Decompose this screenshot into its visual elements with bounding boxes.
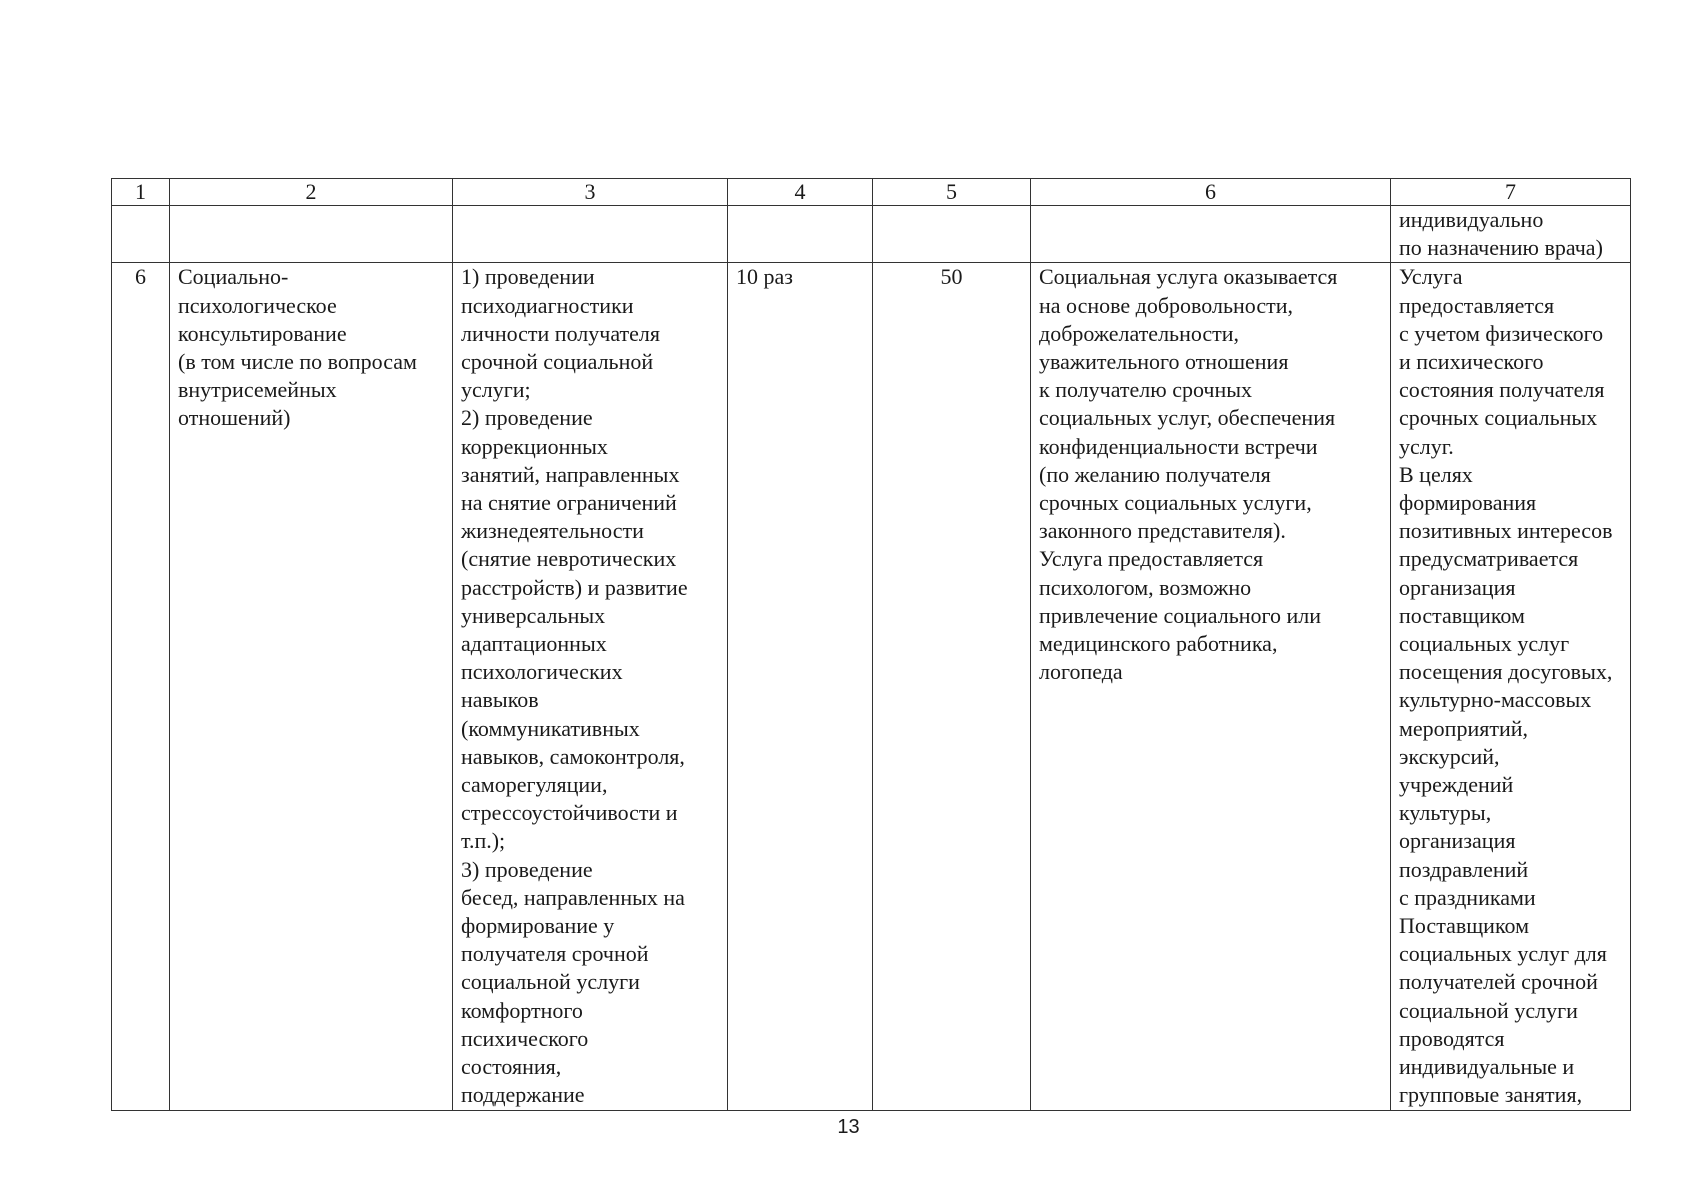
text-line: доброжелательности, <box>1039 320 1240 346</box>
text-line: (снятие невротических <box>461 546 677 572</box>
text-line: привлечение социального или <box>1039 602 1322 628</box>
text-line: состояния получателя <box>1399 377 1605 403</box>
text-line: расстройств) и развитие <box>461 574 688 600</box>
text-line: предоставляется <box>1399 292 1555 318</box>
text-line: срочных социальных услуги, <box>1039 490 1312 516</box>
text-line: социальных услуг для <box>1399 941 1607 967</box>
text-line: универсальных <box>461 602 606 628</box>
column-number: 4 <box>728 179 873 206</box>
text-line: экскурсий, <box>1399 743 1500 769</box>
text-line: (в том числе по вопросам <box>178 349 417 375</box>
text-line: групповые занятия, <box>1399 1082 1583 1108</box>
table-cell <box>112 206 170 263</box>
text-line: по назначению врача) <box>1399 235 1603 261</box>
column-number: 6 <box>1031 179 1391 206</box>
text-line: мероприятий, <box>1399 715 1529 741</box>
text-line: услуг. <box>1399 433 1454 459</box>
text-line: стрессоустойчивости и <box>461 800 678 826</box>
text-line: состояния, <box>461 1054 562 1080</box>
text-line: конфиденциальности встречи <box>1039 433 1318 459</box>
table-cell <box>728 206 873 263</box>
text-line: с праздниками <box>1399 884 1536 910</box>
text-line: психологом, возможно <box>1039 574 1252 600</box>
text-line: организация <box>1399 574 1516 600</box>
text-line: на снятие ограничений <box>461 490 677 516</box>
text-line: услуги; <box>461 377 531 403</box>
text-line: В целях <box>1399 461 1473 487</box>
table-row <box>112 263 1631 1110</box>
service-content-cell <box>453 263 728 1110</box>
text-line: (по желанию получателя <box>1039 461 1271 487</box>
text-line: культурно-массовых <box>1399 687 1592 713</box>
text-line: Поставщиком <box>1399 913 1530 939</box>
text-line: навыков <box>461 687 539 713</box>
text-line: поздравлений <box>1399 856 1529 882</box>
text-line: саморегуляции, <box>461 772 608 798</box>
text-line: социальных услуг, обеспечения <box>1039 405 1336 431</box>
table-cell <box>873 206 1031 263</box>
text-line: организация <box>1399 828 1516 854</box>
text-line: медицинского работника, <box>1039 631 1278 657</box>
table-cell <box>170 206 453 263</box>
column-number-row <box>112 179 1631 206</box>
text-line: социальных услуг <box>1399 631 1570 657</box>
text-line: законного представителя). <box>1039 518 1286 544</box>
volume-cell: 50 <box>873 263 1031 1110</box>
text-line: 3) проведение <box>461 856 593 882</box>
text-line: адаптационных <box>461 631 607 657</box>
text-line: (коммуникативных <box>461 715 640 741</box>
text-line: посещения досуговых, <box>1399 659 1613 685</box>
text-line: на основе добровольности, <box>1039 292 1293 318</box>
table-cell <box>453 206 728 263</box>
text-line: и психического <box>1399 349 1544 375</box>
text-line: позитивных интересов <box>1399 518 1613 544</box>
text-line: индивидуально <box>1399 207 1544 232</box>
text-line: внутрисемейных <box>178 377 337 403</box>
service-name-cell <box>170 263 453 1110</box>
text-line: Социальная услуга оказывается <box>1039 264 1338 290</box>
text-line: занятий, направленных <box>461 461 680 487</box>
text-line: психического <box>461 1025 589 1051</box>
notes-cell <box>1391 263 1631 1110</box>
text-line: Услуга предоставляется <box>1039 546 1264 572</box>
text-line: психодиагностики <box>461 292 634 318</box>
text-line: получателей срочной <box>1399 969 1598 995</box>
text-line: с учетом физического <box>1399 320 1604 346</box>
text-line: т.п.); <box>461 828 506 854</box>
text-line: учреждений <box>1399 772 1514 798</box>
column-number: 1 <box>112 179 170 206</box>
page-number: 13 <box>837 1116 860 1138</box>
text-line: личности получателя <box>461 320 660 346</box>
text-line: Услуга <box>1399 264 1463 290</box>
row-number-cell: 6 <box>112 263 170 1110</box>
text-line: консультирование <box>178 320 347 346</box>
text-line: получателя срочной <box>461 941 649 967</box>
text-line: 1) проведении <box>461 264 595 290</box>
text-line: предусматривается <box>1399 546 1579 572</box>
text-line: уважительного отношения <box>1039 349 1289 375</box>
text-line: культуры, <box>1399 800 1492 826</box>
continuation-note-cell <box>1391 206 1631 263</box>
text-line: формирование у <box>461 913 615 939</box>
services-table <box>111 178 1631 1111</box>
text-line: социальной услуги <box>461 969 640 995</box>
column-number: 7 <box>1391 179 1631 206</box>
text-line: срочной социальной <box>461 349 654 375</box>
text-line: формирования <box>1399 490 1537 516</box>
text-line: поддержание <box>461 1082 585 1108</box>
text-line: коррекционных <box>461 433 608 459</box>
text-line: жизнедеятельности <box>461 518 644 544</box>
text-line: комфортного <box>461 997 583 1023</box>
text-line: психологическое <box>178 292 337 318</box>
text-line: поставщиком <box>1399 602 1525 628</box>
text-line: индивидуальные и <box>1399 1054 1575 1080</box>
text-line: к получателю срочных <box>1039 377 1253 403</box>
column-number: 5 <box>873 179 1031 206</box>
text-line: срочных социальных <box>1399 405 1598 431</box>
text-line: навыков, самоконтроля, <box>461 743 685 769</box>
text-line: психологических <box>461 659 623 685</box>
text-line: бесед, направленных на <box>461 884 685 910</box>
continuation-row <box>112 206 1631 263</box>
column-number: 2 <box>170 179 453 206</box>
text-line: социальной услуги <box>1399 997 1578 1023</box>
text-line: отношений) <box>178 405 291 431</box>
column-number: 3 <box>453 179 728 206</box>
text-line: Социально- <box>178 264 289 290</box>
text-line: логопеда <box>1039 659 1123 685</box>
conditions-cell <box>1031 263 1391 1110</box>
text-line: 2) проведение <box>461 405 593 431</box>
table-cell <box>1031 206 1391 263</box>
periodicity-cell: 10 раз <box>728 263 873 1110</box>
text-line: проводятся <box>1399 1025 1505 1051</box>
